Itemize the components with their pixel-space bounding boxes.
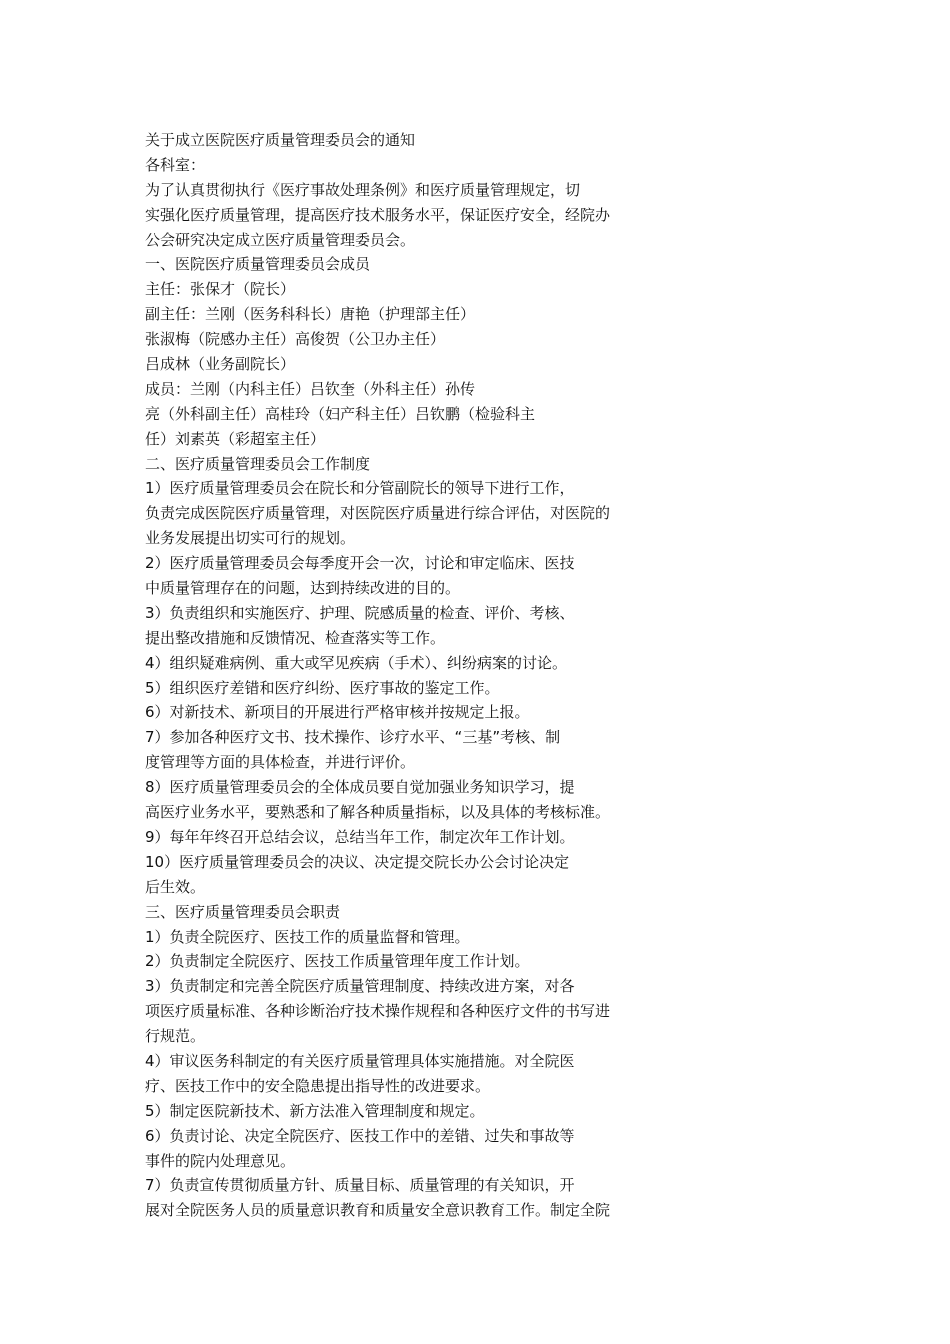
document-line: 疗、医技工作中的安全隐患提出指导性的改进要求。 xyxy=(145,1076,491,1095)
document-line: 业务发展提出切实可行的规划。 xyxy=(145,529,356,548)
document-line: 6）对新技术、新项目的开展进行严格审核并按规定上报。 xyxy=(145,703,530,722)
document-line: 1）负责全院医疗、医技工作的质量监督和管理。 xyxy=(145,927,470,946)
document-line: 为了认真贯彻执行《医疗事故处理条例》和医疗质量管理规定，切 xyxy=(145,180,581,199)
document-line: 中质量管理存在的问题，达到持续改进的目的。 xyxy=(145,579,461,598)
document-line: 1）医疗质量管理委员会在院长和分管副院长的领导下进行工作， xyxy=(145,479,575,498)
document-line: 一、医院医疗质量管理委员会成员 xyxy=(145,255,371,274)
document-line: 副主任：兰刚（医务科科长）唐艳（护理部主任） xyxy=(145,305,476,324)
document-line: 行规范。 xyxy=(145,1027,206,1046)
document-line: 三、医疗质量管理委员会职责 xyxy=(145,902,341,921)
document-line: 3）负责制定和完善全院医疗质量管理制度、持续改进方案，对各 xyxy=(145,977,575,996)
document-line: 亮（外科副主任）高桂玲（妇产科主任）吕钦鹏（检验科主 xyxy=(145,404,536,423)
document-line: 事件的院内处理意见。 xyxy=(145,1151,296,1170)
document-line: 4）组织疑难病例、重大或罕见疾病（手术）、纠纷病案的讨论。 xyxy=(145,653,568,672)
document-line: 实强化医疗质量管理，提高医疗技术服务水平，保证医疗安全，经院办 xyxy=(145,205,611,224)
document-line: 张淑梅（院感办主任）高俊贺（公卫办主任） xyxy=(145,330,446,349)
document-line: 4）审议医务科制定的有关医疗质量管理具体实施措施。对全院医 xyxy=(145,1051,575,1070)
document-line: 10）医疗质量管理委员会的决议、决定提交院长办公会讨论决定 xyxy=(145,852,570,871)
document-line: 高医疗业务水平，要熟悉和了解各种质量指标，以及具体的考核标准。 xyxy=(145,803,611,822)
document-line: 负责完成医院医疗质量管理，对医院医疗质量进行综合评估，对医院的 xyxy=(145,504,611,523)
document-line: 公会研究决定成立医疗质量管理委员会。 xyxy=(145,230,416,249)
document-line: 7）负责宣传贯彻质量方针、质量目标、质量管理的有关知识，开 xyxy=(145,1176,575,1195)
document-line: 吕成林（业务副院长） xyxy=(145,355,296,374)
document-line: 二、医疗质量管理委员会工作制度 xyxy=(145,454,371,473)
document-line: 提出整改措施和反馈情况、检查落实等工作。 xyxy=(145,628,446,647)
document-line: 度管理等方面的具体检查，并进行评价。 xyxy=(145,753,416,772)
document-line: 6）负责讨论、决定全院医疗、医技工作中的差错、过失和事故等 xyxy=(145,1126,575,1145)
document-line: 5）制定医院新技术、新方法准入管理制度和规定。 xyxy=(145,1101,485,1120)
document-body xyxy=(145,128,685,1223)
document-line: 任）刘素英（彩超室主任） xyxy=(145,429,326,448)
document-line: 8）医疗质量管理委员会的全体成员要自觉加强业务知识学习，提 xyxy=(145,778,575,797)
document-title: 关于成立医院医疗质量管理委员会的通知 xyxy=(145,131,416,149)
document-line: 主任：张保才（院长） xyxy=(145,280,296,299)
document-line: 9）每年年终召开总结会议，总结当年工作，制定次年工作计划。 xyxy=(145,827,575,846)
document-line: 展对全院医务人员的质量意识教育和质量安全意识教育工作。制定全院 xyxy=(145,1201,611,1220)
document-line: 各科室： xyxy=(145,155,206,174)
document-line: 后生效。 xyxy=(145,877,206,896)
document-line: 成员：兰刚（内科主任）吕钦奎（外科主任）孙传 xyxy=(145,379,476,398)
document-line: 3）负责组织和实施医疗、护理、院感质量的检查、评价、考核、 xyxy=(145,603,575,622)
document-line: 5）组织医疗差错和医疗纠纷、医疗事故的鉴定工作。 xyxy=(145,678,500,697)
document-line: 7）参加各种医疗文书、技术操作、诊疗水平、“三基”考核、制 xyxy=(145,728,561,747)
document-line: 2）负责制定全院医疗、医技工作质量管理年度工作计划。 xyxy=(145,952,530,971)
document-line: 项医疗质量标准、各种诊断治疗技术操作规程和各种医疗文件的书写进 xyxy=(145,1002,611,1021)
document-line: 2）医疗质量管理委员会每季度开会一次，讨论和审定临床、医技 xyxy=(145,554,575,573)
